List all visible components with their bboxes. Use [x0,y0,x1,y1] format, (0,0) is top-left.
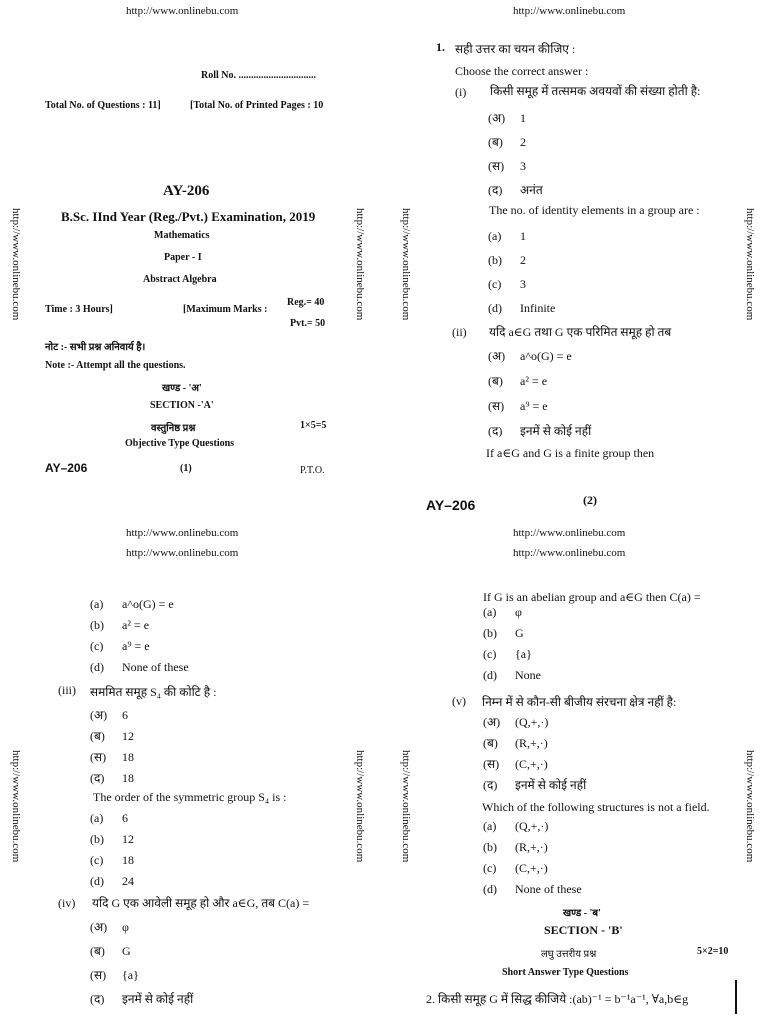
option-text: 6 [122,708,128,722]
option-label: (c) [483,647,497,661]
option-text: 2 [520,253,526,267]
side-url: http://www.onlinebu.com [354,208,366,321]
option-item [483,840,548,855]
option-label: (d) [90,660,104,674]
option-label: (c) [488,277,502,291]
site-url: http://www.onlinebu.com [126,527,239,539]
option-item [488,372,547,389]
qiv-english: If G is an abelian group and a∈G then C(a) = [483,590,701,604]
option-text: (Q,+,·) [515,715,549,729]
footer-page: (1) [180,463,192,474]
option-item [90,769,134,786]
option-label: (द) [488,183,503,197]
short-hindi: लघु उत्तरीय प्रश्न [541,949,597,960]
option-item [483,734,548,751]
option-item [90,942,131,959]
side-url: http://www.onlinebu.com [400,208,412,321]
option-text: (R,+,·) [515,840,548,854]
short-english: Short Answer Type Questions [502,967,629,978]
option-item [90,853,134,868]
option-label: (d) [90,874,104,888]
option-label: (द) [488,424,503,438]
section-b-hindi: खण्ड - 'ब' [563,908,601,919]
option-text: a⁹ = e [520,399,548,413]
option-item [483,861,548,876]
option-label: (b) [483,840,497,854]
option-item [483,605,522,620]
option-item [488,133,526,150]
paper-number: Paper - I [164,252,202,263]
option-label: (अ) [90,708,108,722]
option-item [90,966,139,983]
q2: 2. किसी समूह G में सिद्ध कीजिये :(ab)⁻¹ = b⁻¹a⁻¹, ∀a,b∈g [426,992,689,1006]
option-item [488,422,591,439]
option-item [90,706,128,723]
q1-number: 1. [436,40,445,54]
option-text: 18 [122,750,134,764]
option-text: a⁹ = e [122,639,150,653]
margin-mark [735,980,737,1014]
qv-english: Which of the following structures is not a field. [482,800,710,814]
option-text: (R,+,·) [515,736,548,750]
exam-title: B.Sc. IInd Year (Reg./Pvt.) Examination, 2019 [61,209,316,224]
qii-english: If a∈G and G is a finite group then [486,446,655,460]
option-text: {a} [122,968,139,982]
option-text: इनमें से कोई नहीं [520,424,592,438]
total-pages: [Total No. of Printed Pages : 10 [190,100,324,111]
note-hindi: नोट :- सभी प्रश्न अनिवार्य है। [45,342,146,353]
qiii-hindi: सममित समूह S₄ की कोटि है : [90,685,217,699]
reg-marks: Reg.= 40 [287,297,325,308]
site-url: http://www.onlinebu.com [126,5,239,17]
site-url: http://www.onlinebu.com [126,547,239,559]
option-item [483,819,548,834]
option-text: {a} [515,647,532,661]
section-english: SECTION -'A' [150,400,214,411]
option-item [90,874,134,889]
section-b-english: SECTION - 'B' [544,923,623,937]
paper-title: Abstract Algebra [143,274,217,285]
section-marks: 1×5=5 [300,420,327,431]
option-text: 24 [122,874,134,888]
option-text: 1 [520,229,526,243]
option-item [488,347,572,364]
qiv-hindi: यदि G एक आवेली समूह हो और a∈G, तब C(a) = [92,896,310,910]
option-label: (c) [90,639,104,653]
option-label: (d) [488,301,502,315]
q1-english: Choose the correct answer : [455,64,589,78]
option-text: φ [515,605,522,619]
option-label: (b) [90,618,104,632]
option-text: a² = e [520,374,548,388]
option-item [483,776,586,793]
option-label: (स) [483,757,500,771]
note-english: Note :- Attempt all the questions. [45,360,186,371]
option-text: इनमें से कोई नहीं [122,992,194,1006]
option-label: (अ) [90,920,108,934]
qv-hindi: निम्न में से कौन-सी बीजीय संरचना क्षेत्र नहीं है: [482,695,677,709]
option-label: (ब) [488,374,503,388]
option-item [90,918,129,935]
option-item [488,397,548,414]
option-text: a^o(G) = e [520,349,572,363]
pvt-marks: Pvt.= 50 [290,318,326,329]
option-text: 12 [122,729,134,743]
option-item [90,618,149,633]
roll-no: Roll No. ............................... [201,70,316,81]
option-item [483,668,541,683]
option-label: (ब) [90,729,105,743]
side-url: http://www.onlinebu.com [354,750,366,863]
option-item [90,727,134,744]
option-label: (a) [90,811,104,825]
option-label: (b) [90,832,104,846]
option-item [90,811,128,826]
option-text: अनंत [520,183,543,197]
option-text: इनमें से कोई नहीं [515,778,587,792]
total-questions: Total No. of Questions : 11] [45,100,161,111]
q1-hindi: सही उत्तर का चयन कीजिए : [455,42,576,56]
qiii-english: The order of the symmetric group S₄ is : [93,790,287,804]
site-url: http://www.onlinebu.com [513,547,626,559]
side-url: http://www.onlinebu.com [744,750,756,863]
option-label: (स) [90,750,107,764]
option-label: (ब) [488,135,503,149]
option-label: (b) [483,626,497,640]
section-b-marks: 5×2=10 [697,946,729,957]
option-label: (a) [90,597,104,611]
qii-number: (ii) [452,325,467,339]
paper-code: AY-206 [163,183,210,199]
option-item [90,990,193,1007]
option-text: (Q,+,·) [515,819,549,833]
time: Time : 3 Hours] [45,304,113,315]
objective-hindi: वस्तुनिष्ठ प्रश्न [151,423,196,434]
option-label: (c) [483,861,497,875]
footer-code: AY–206 [45,461,88,475]
side-url: http://www.onlinebu.com [400,750,412,863]
option-text: G [515,626,524,640]
option-label: (b) [488,253,502,267]
option-text: None of these [515,882,582,896]
side-url: http://www.onlinebu.com [10,750,22,863]
option-label: (स) [90,968,107,982]
max-marks: [Maximum Marks : [183,304,268,315]
option-label: (स) [488,159,505,173]
subject: Mathematics [154,230,210,241]
option-item [488,109,526,126]
option-item [488,157,526,174]
option-text: 18 [122,853,134,867]
option-text: G [122,944,131,958]
option-label: (स) [488,399,505,413]
option-label: (अ) [488,111,506,125]
option-label: (d) [483,882,497,896]
option-text: φ [122,920,129,934]
option-item [488,229,526,244]
option-item [488,253,526,268]
option-text: 3 [520,159,526,173]
option-label: (c) [90,853,104,867]
option-label: (द) [483,778,498,792]
option-item [90,597,174,612]
option-item [483,713,548,730]
option-text: (C,+,·) [515,757,548,771]
footer-page: (2) [583,493,597,507]
section-hindi: खण्ड - 'अ' [162,383,202,394]
qv-number: (v) [452,694,466,708]
option-item [90,660,189,675]
option-text: 18 [122,771,134,785]
option-text: a^o(G) = e [122,597,174,611]
option-label: (d) [483,668,497,682]
site-url: http://www.onlinebu.com [513,527,626,539]
qi-hindi: किसी समूह में तत्समक अवयवों की संख्या होती है: [490,84,701,98]
option-text: 2 [520,135,526,149]
option-item [90,832,134,847]
option-item [488,301,555,316]
qii-hindi: यदि a∈G तथा G एक परिमित समूह हो तब [489,325,672,339]
qiii-number: (iii) [58,683,76,697]
option-text: 3 [520,277,526,291]
option-item [90,748,134,765]
option-label: (a) [483,605,497,619]
option-item [483,755,548,772]
option-text: a² = e [122,618,150,632]
option-item [488,277,526,292]
option-item [488,181,543,198]
objective-english: Objective Type Questions [125,438,235,449]
option-label: (अ) [483,715,501,729]
option-label: (ब) [483,736,498,750]
option-text: Infinite [520,301,556,315]
site-url: http://www.onlinebu.com [513,5,626,17]
footer-code: AY–206 [426,497,476,513]
option-label: (a) [483,819,497,833]
option-label: (द) [90,992,105,1006]
option-item [483,882,582,897]
option-item [483,626,524,641]
option-label: (a) [488,229,502,243]
option-item [90,639,150,654]
qiv-number: (iv) [58,896,76,910]
option-text: 12 [122,832,134,846]
option-text: None [515,668,541,682]
side-url: http://www.onlinebu.com [10,208,22,321]
option-text: 6 [122,811,128,825]
option-label: (द) [90,771,105,785]
side-url: http://www.onlinebu.com [744,208,756,321]
option-label: (ब) [90,944,105,958]
option-text: None of these [122,660,189,674]
qi-number: (i) [455,85,467,99]
qi-english: The no. of identity elements in a group are : [489,203,700,217]
option-text: 1 [520,111,526,125]
option-text: (C,+,·) [515,861,548,875]
footer-pto: P.T.O. [300,465,325,476]
option-item [483,647,532,662]
option-label: (अ) [488,349,506,363]
